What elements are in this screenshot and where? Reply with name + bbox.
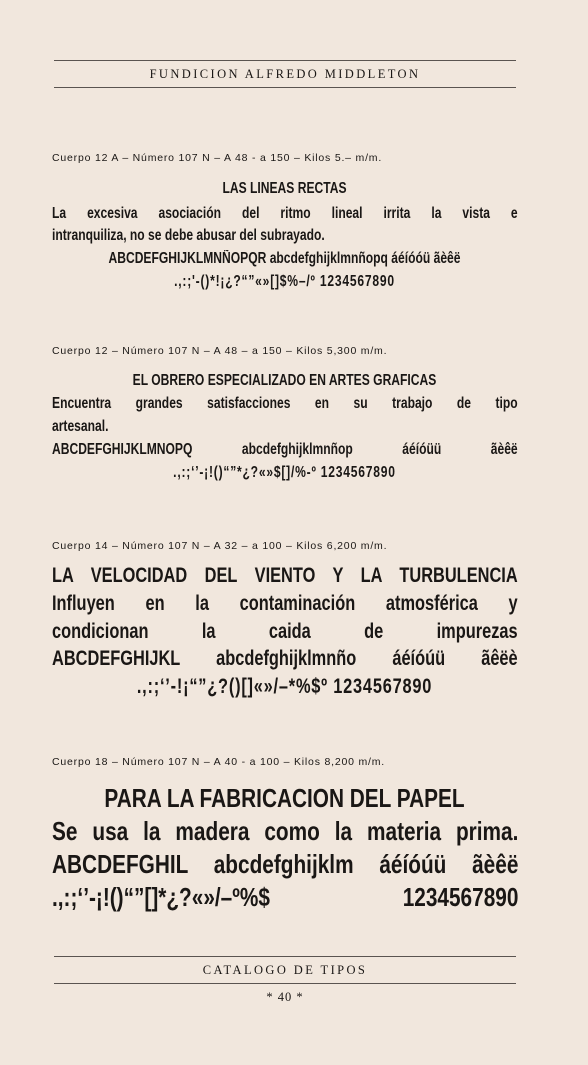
footer-rule-top [54, 956, 516, 957]
specimen-1-alphabet: ABCDEFGHIJKLMNÑOPQR abcdefghijklmnñopq áéíóóü ãèêë [108, 250, 461, 267]
specimen-3-spec: Cuerpo 14 – Número 107 N – A 32 – a 100 – Kilos 6,200 m/m. [52, 540, 388, 552]
footer-title: CATALOGO DE TIPOS [202, 963, 368, 977]
specimen-1-heading: LAS LINEAS RECTAS [222, 180, 347, 197]
header-rule-bottom [54, 87, 516, 88]
specimen-2-symbols-figures: .,:;‘’-¡!()“”*¿?«»$[]/%-º 1234567890 [173, 464, 396, 481]
specimen-3-symbols-figures: .,:;‘’-!¡“”¿?()[]«»/–*%$º 1234567890 [136, 675, 433, 698]
specimen-4-symbols-figures: .,:;‘’-¡!()“”[]*¿?«»/–º%$ 1234567890 [52, 882, 519, 912]
specimen-2-heading: EL OBRERO ESPECIALIZADO EN ARTES GRAFICAS [132, 372, 437, 389]
specimen-4-heading: PARA LA FABRICACION DEL PAPEL [104, 783, 465, 813]
footer-rule-bottom [54, 983, 516, 984]
specimen-2-body-line-2: artesanal. [52, 418, 109, 435]
specimen-3-body-line-2: condicionan la caida de impurezas [52, 620, 518, 643]
specimen-4-body-line-1: Se usa la madera como la materia prima. [52, 816, 519, 846]
specimen-1-body-line-1: La excesiva asociación del ritmo lineal irrita la vista e [52, 205, 518, 222]
specimen-2-spec: Cuerpo 12 – Número 107 N – A 48 – a 150 – Kilos 5,300 m/m. [52, 345, 388, 357]
specimen-1-symbols-figures: .,:;'-()*!¡¿?“”«»[]$%–/º 1234567890 [174, 273, 395, 290]
page-number: * 40 * [266, 990, 304, 1004]
specimen-3-heading: LA VELOCIDAD DEL VIENTO Y LA TURBULENCIA [52, 564, 518, 587]
specimen-4-spec: Cuerpo 18 – Número 107 N – A 40 - a 100 – Kilos 8,200 m/m. [52, 756, 385, 768]
specimen-1-spec: Cuerpo 12 A – Número 107 N – A 48 - a 150 – Kilos 5.– m/m. [52, 152, 383, 164]
specimen-2-body-line-1: Encuentra grandes satisfacciones en su trabajo de tipo [52, 395, 518, 412]
specimen-4-alphabet: ABCDEFGHIL abcdefghijklm áéíóúü ãèêë [52, 849, 519, 879]
specimen-3-body-line-1: Influyen en la contaminación atmosférica y [52, 592, 518, 615]
specimen-2-alphabet: ABCDEFGHIJKLMNOPQ abcdefghijklmnñop áéíóüü ãèêë [52, 441, 518, 458]
header-rule-top [54, 60, 516, 61]
specimen-1-body-line-2: intranquiliza, no se debe abusar del subrayado. [52, 227, 325, 244]
specimen-3-alphabet: ABCDEFGHIJKL abcdefghijklmnño áéíóúü ãêëè [52, 647, 518, 670]
header-title: FUNDICION ALFREDO MIDDLETON [149, 67, 421, 81]
